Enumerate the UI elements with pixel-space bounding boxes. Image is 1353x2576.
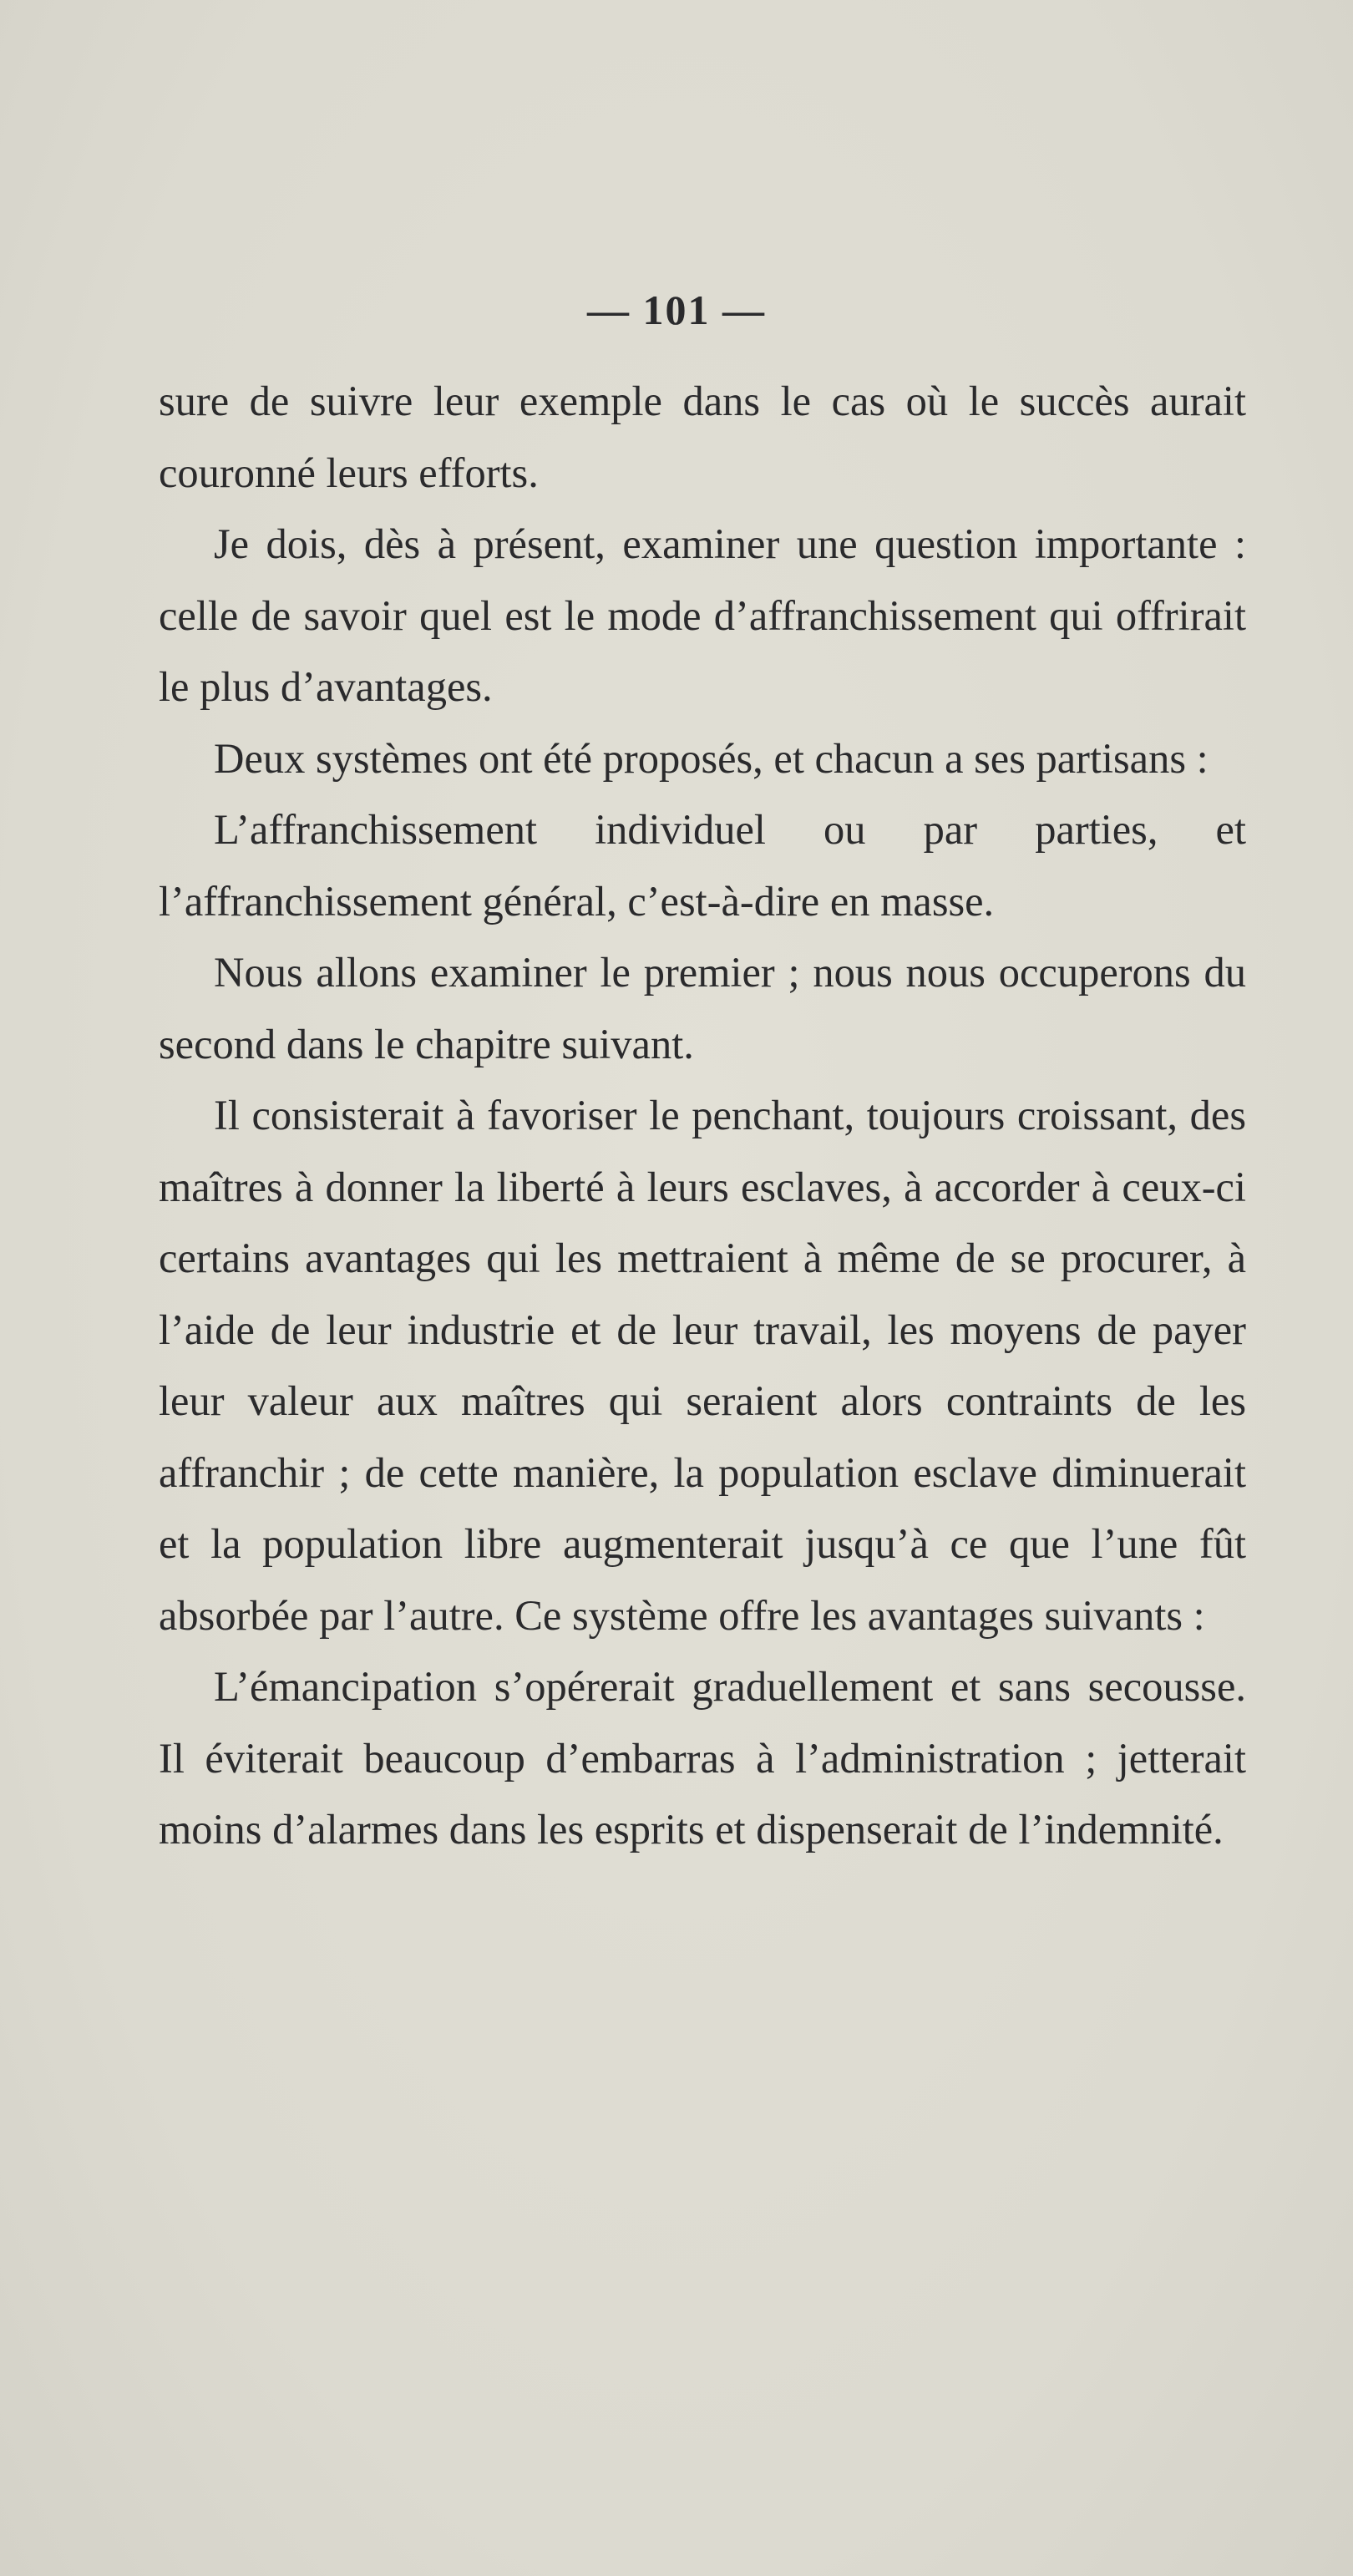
paragraph: L’affranchissement individuel ou par parties, et l’affranchissement général, c’est-à-dire en masse. (159, 806, 1246, 925)
paragraph: Je dois, dès à présent, examiner une question importante : celle de savoir quel est le mode d’affranchissement qui offrirait le plus d’avantages. (159, 520, 1246, 710)
paragraph: Il consisterait à favoriser le penchant, toujours croissant, des maîtres à donner la liberté à leurs esclaves, à accorder à ceux-ci certains avantages qui les mettraient à même de se procurer, à l’aide de leur industrie et de leur travail, les moyens de payer leur valeur aux maîtres qui seraient alors contraints de les affranchir ; de cette manière, la population esclave diminuerait et la population libre augmenterait jusqu’à ce que l’une fût absorbée par l’autre. Ce système offre les avantages suivants : (159, 1092, 1246, 1639)
paragraph: Nous allons examiner le premier ; nous nous occuperons du second dans le chapitre suivant. (159, 949, 1246, 1067)
paragraph-continuation: sure de suivre leur exemple dans le cas où le succès aurait couronné leurs efforts. (159, 378, 1246, 496)
paragraph: Deux systèmes ont été proposés, et chacun a ses partisans : (214, 734, 1209, 782)
page-number: — 101 — (587, 287, 766, 333)
page-body (159, 366, 1246, 1866)
paragraph: L’émancipation s’opérerait graduellement et sans secousse. Il éviterait beaucoup d’embarras à l’administration ; jetterait moins d’alarmes dans les esprits et dispenserait de l’indemnité. (159, 1663, 1246, 1853)
